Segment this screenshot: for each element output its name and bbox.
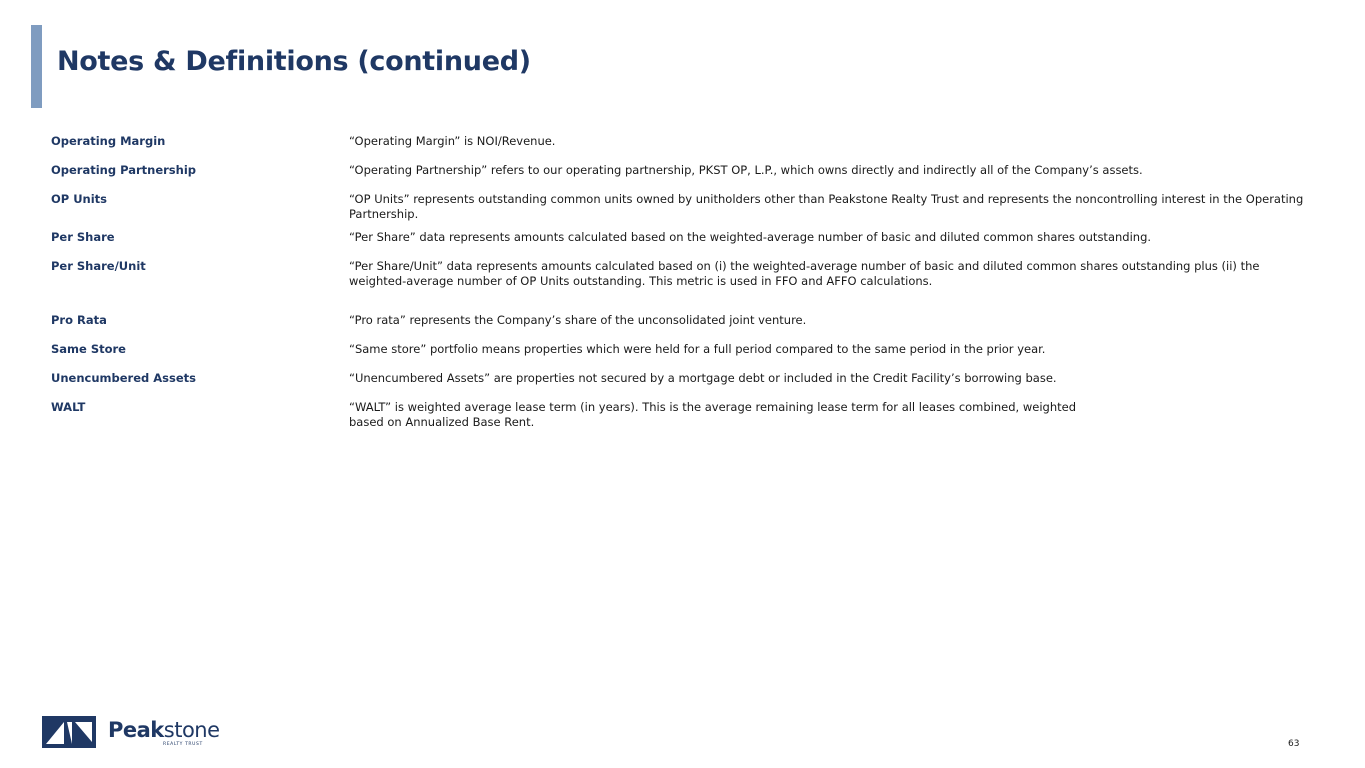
definition-term: Pro Rata [51, 313, 107, 327]
logo-wordmark-regular: stone [163, 718, 220, 742]
definition-term: OP Units [51, 192, 108, 206]
page-title: Notes & Definitions (continued) [57, 46, 531, 77]
definition-term: WALT [51, 400, 86, 414]
title-accent-bar [31, 25, 42, 108]
peakstone-logo-mark-icon [42, 716, 96, 748]
definition-term: Operating Partnership [51, 163, 197, 177]
definition-term: Per Share [51, 230, 115, 244]
definition-text: “Unencumbered Assets” are properties not secured by a mortgage debt or included in the Credit Facility’s borrowing base. [349, 371, 1057, 385]
definition-text: “Operating Margin” is NOI/Revenue. [349, 134, 556, 148]
definition-text: “Pro rata” represents the Company’s share of the unconsolidated joint venture. [349, 313, 807, 327]
definition-term: Same Store [51, 342, 126, 356]
logo-wordmark [108, 718, 220, 742]
page-number: 63 [1288, 739, 1300, 749]
definition-term: Unencumbered Assets [51, 371, 196, 385]
definition-term: Per Share/Unit [51, 259, 146, 273]
definition-text: “Per Share/Unit” data represents amounts calculated based on (i) the weighted-average number of basic and diluted common shares outstanding plus (ii) the weighted-average number of OP Units outstanding. This metric is used in FFO and AFFO calculations. [349, 259, 1260, 288]
logo-wordmark-bold: Peak [108, 718, 164, 742]
definition-text: “Per Share” data represents amounts calculated based on the weighted-average number of basic and diluted common shares outstanding. [349, 230, 1152, 244]
definition-text: “Operating Partnership” refers to our operating partnership, PKST OP, L.P., which owns directly and indirectly all of the Company’s assets. [349, 163, 1143, 177]
logo-tagline: REALTY TRUST [163, 742, 203, 747]
definition-text: “Same store” portfolio means properties which were held for a full period compared to the same period in the prior year. [349, 342, 1046, 356]
peakstone-logo [42, 716, 232, 750]
definition-text: “OP Units” represents outstanding common units owned by unitholders other than Peakstone Realty Trust and represents the noncontrolling interest in the Operating Partnership. [349, 192, 1304, 221]
definition-term: Operating Margin [51, 134, 166, 148]
definition-text: “WALT” is weighted average lease term (in years). This is the average remaining lease term for all leases combined, weighted based on Annualized Base Rent. [349, 400, 1076, 429]
